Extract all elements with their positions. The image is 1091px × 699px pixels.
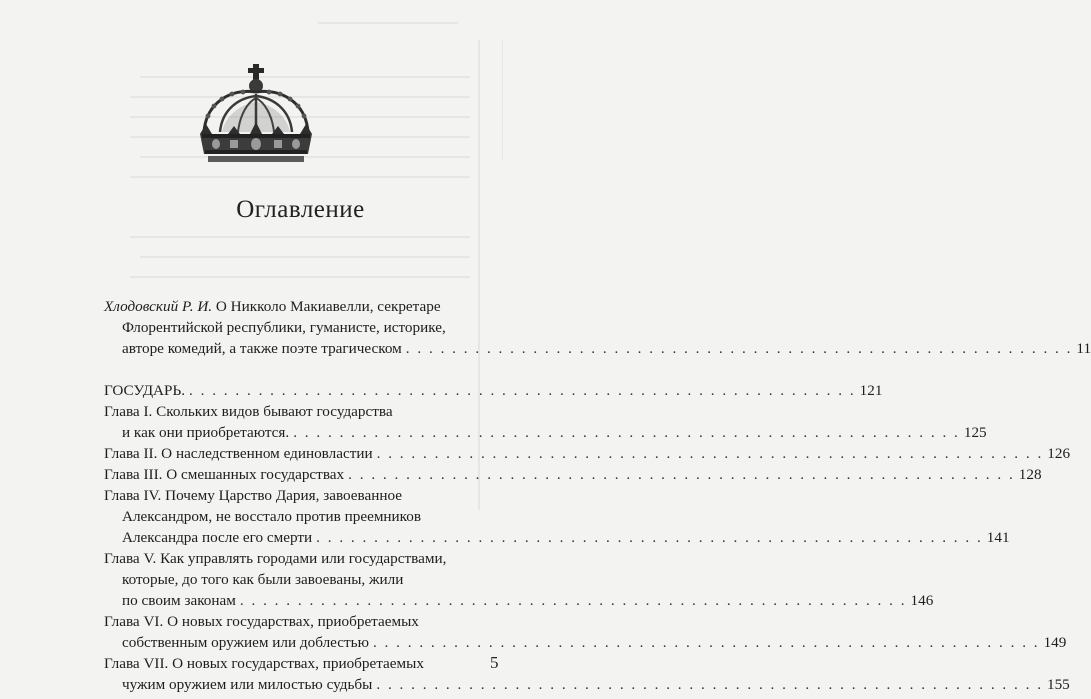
toc-line-leader: [104, 443, 1071, 464]
crown-icon: [192, 62, 320, 166]
toc-entry-section: [104, 380, 883, 401]
toc-page-number: 146: [910, 592, 934, 609]
toc-page-number: 128: [1018, 466, 1042, 483]
dot-leader: . . . . . . . . . . . . . . . . . . . . . . . . . . . . . . . . . . . . . . . . . . . . . . . . . . . . . . . . . .: [348, 466, 1015, 483]
toc-text: чужим оружием или милостью судьбы: [122, 676, 373, 693]
toc-line: Александром, не восстало против преемников: [122, 508, 422, 525]
toc-line: [104, 296, 485, 317]
toc-text: и как они приобретаются.: [122, 424, 290, 441]
toc-page-number: 141: [986, 529, 1010, 546]
toc-line: Глава VII. О новых государствах, приобретаемых: [104, 655, 424, 672]
toc-line-leader: [104, 338, 1091, 359]
toc-entry-chapter: [104, 548, 934, 611]
toc-line-leader: [104, 464, 1042, 485]
toc-author: Хлодовский Р. И.: [104, 298, 213, 315]
toc-page-number: 126: [1047, 445, 1071, 462]
toc-line-leader: [104, 674, 1070, 695]
toc-line-leader: [104, 422, 987, 443]
toc-page-number: 125: [963, 424, 987, 441]
toc-text: по своим законам: [122, 592, 236, 609]
toc-line: Глава I. Скольких видов бывают государства: [104, 403, 393, 420]
dot-leader: . . . . . . . . . . . . . . . . . . . . . . . . . . . . . . . . . . . . . . . . . . . . . . . . . . . . . . . . . .: [293, 424, 960, 441]
toc-line-leader: [104, 380, 883, 401]
dot-leader: . . . . . . . . . . . . . . . . . . . . . . . . . . . . . . . . . . . . . . . . . . . . . . . . . . . . . . . . . .: [376, 676, 1043, 693]
toc-text: Глава III. О смешанных государствах: [104, 466, 345, 483]
page-number: 5: [490, 653, 499, 672]
dot-leader: . . . . . . . . . . . . . . . . . . . . . . . . . . . . . . . . . . . . . . . . . . . . . . . . . . . . . . . . . .: [189, 382, 856, 399]
toc-entry-chapter: [104, 401, 987, 443]
toc-entry-chapter: [104, 443, 1071, 464]
toc-line: Глава VI. О новых государствах, приобретаемых: [104, 613, 419, 630]
toc-entry-intro: [104, 296, 1091, 359]
toc-line: Глава IV. Почему Царство Дария, завоеванное: [104, 487, 403, 504]
dot-leader: . . . . . . . . . . . . . . . . . . . . . . . . . . . . . . . . . . . . . . . . . . . . . . . . . . . . . . . . . .: [405, 340, 1073, 357]
dot-leader: . . . . . . . . . . . . . . . . . . . . . . . . . . . . . . . . . . . . . . . . . . . . . . . . . . . . . . . . . .: [316, 529, 983, 546]
dot-leader: . . . . . . . . . . . . . . . . . . . . . . . . . . . . . . . . . . . . . . . . . . . . . . . . . . . . . . . . . .: [239, 592, 907, 609]
toc-entry-chapter: [104, 485, 1010, 548]
toc-line-leader: [104, 632, 1067, 653]
toc-entry-chapter: [104, 464, 1042, 485]
toc-page-number: 149: [1043, 634, 1067, 651]
toc-text: Александра после его смерти: [122, 529, 313, 546]
toc-entry-chapter: [104, 611, 1067, 653]
dot-leader: . . . . . . . . . . . . . . . . . . . . . . . . . . . . . . . . . . . . . . . . . . . . . . . . . . . . . . . . . .: [372, 634, 1040, 651]
dot-leader: . . . . . . . . . . . . . . . . . . . . . . . . . . . . . . . . . . . . . . . . . . . . . . . . . . . . . . . . . .: [376, 445, 1044, 462]
toc-page-number: 155: [1046, 676, 1070, 693]
toc-text: авторе комедий, а также поэте трагическом: [122, 340, 402, 357]
toc-page-number: 121: [859, 382, 883, 399]
toc-line-leader: [104, 527, 1010, 548]
toc-text: ГОСУДАРЬ.: [104, 382, 185, 399]
toc-text: Глава II. О наследственном единовластии: [104, 445, 373, 462]
table-of-contents: [104, 296, 1091, 695]
toc-entry-chapter: [104, 653, 1070, 695]
toc-line: которые, до того как были завоеваны, жили: [122, 571, 404, 588]
toc-line-leader: [104, 590, 934, 611]
page-title: Оглавление: [236, 196, 365, 223]
toc-line: Глава V. Как управлять городами или государствами,: [104, 550, 447, 567]
toc-line: Флорентийской республики, гуманисте, историке,: [122, 319, 446, 336]
toc-text: собственным оружием или доблестью: [122, 634, 369, 651]
toc-text: О Никколо Макиавелли, секретаре: [212, 298, 441, 315]
toc-page-number: 11: [1076, 340, 1091, 357]
